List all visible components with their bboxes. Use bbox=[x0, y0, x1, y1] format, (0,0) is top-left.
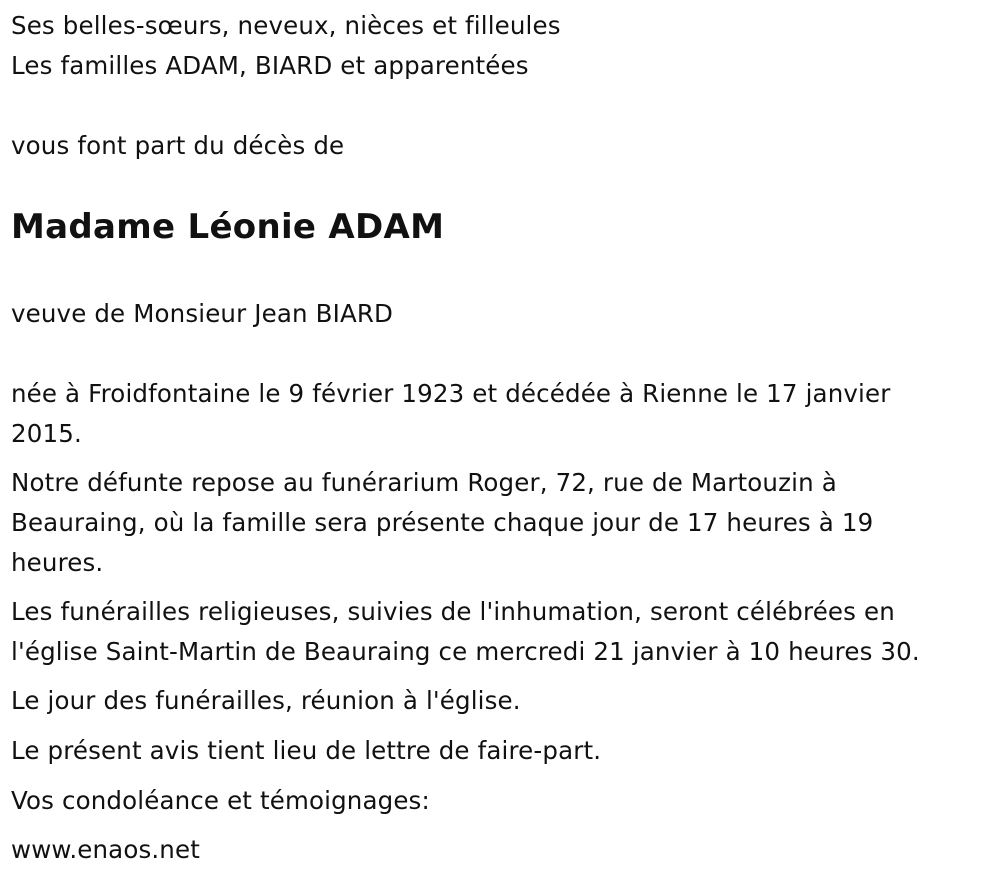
repose-line-3: heures. bbox=[11, 548, 104, 577]
family-line-1: Ses belles-sœurs, neveux, nièces et filleules bbox=[11, 11, 561, 40]
funeral-line-1: Les funérailles religieuses, suivies de l'inhumation, seront célébrées en bbox=[11, 597, 895, 626]
announcement-text: vous font part du décès de bbox=[11, 131, 345, 160]
birth-death-line-1: née à Froidfontaine le 9 février 1923 et décédée à Rienne le 17 janvier bbox=[11, 379, 891, 408]
deceased-name: Madame Léonie ADAM bbox=[11, 207, 445, 247]
widow-of-text: veuve de Monsieur Jean BIARD bbox=[11, 299, 394, 328]
birth-death-line-2: 2015. bbox=[11, 419, 82, 448]
funeral-line-2: l'église Saint-Martin de Beauraing ce mercredi 21 janvier à 10 heures 30. bbox=[11, 637, 920, 666]
notice-note-text: Le présent avis tient lieu de lettre de faire-part. bbox=[11, 736, 602, 765]
website-link[interactable]: www.enaos.net bbox=[11, 835, 200, 864]
repose-line-2: Beauraing, où la famille sera présente chaque jour de 17 heures à 19 bbox=[11, 508, 874, 537]
family-line-2: Les familles ADAM, BIARD et apparentées bbox=[11, 51, 529, 80]
condolences-label: Vos condoléance et témoignages: bbox=[11, 786, 430, 815]
repose-line-1: Notre défunte repose au funérarium Roger, 72, rue de Martouzin à bbox=[11, 468, 837, 497]
meeting-text: Le jour des funérailles, réunion à l'église. bbox=[11, 686, 521, 715]
